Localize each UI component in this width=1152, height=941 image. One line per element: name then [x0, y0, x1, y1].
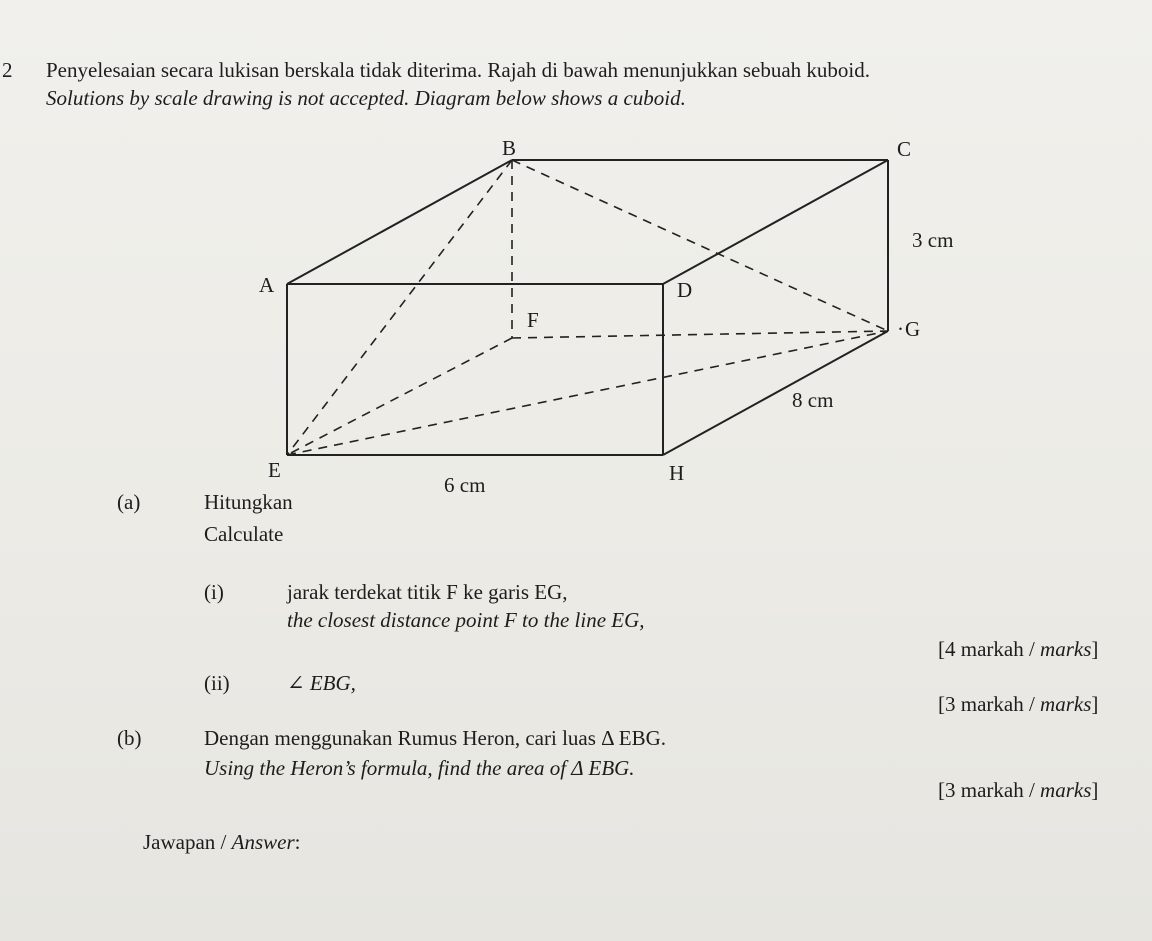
marks-close: ]: [1091, 778, 1099, 802]
part-a-i-text-en: the closest distance point F to the line EG,: [287, 608, 645, 632]
marks-ms: [4 markah /: [938, 637, 1041, 661]
marks-en: marks: [1040, 692, 1092, 716]
answer-colon: :: [294, 830, 301, 854]
part-a-ii-label: (ii): [204, 671, 230, 695]
part-a-label: (a): [117, 490, 141, 514]
part-b-text-ms: Dengan menggunakan Rumus Heron, cari luas Δ EBG.: [204, 726, 666, 750]
dimension-width: 6 cm: [444, 473, 486, 497]
line-BE: [287, 160, 512, 455]
question-intro-ms: Penyelesaian secara lukisan berskala tidak diterima. Rajah di bawah menunjukkan sebuah kuboid.: [46, 58, 870, 82]
part-a-instruction-ms: Hitungkan: [204, 490, 293, 514]
marks-en: marks: [1040, 637, 1092, 661]
edge-FG: [512, 331, 888, 338]
answer-label-en: Answer: [231, 830, 295, 854]
edge-DC: [663, 160, 888, 284]
part-b-label: (b): [117, 726, 142, 750]
marks-ms: [3 markah /: [938, 692, 1041, 716]
vertex-label-G: G: [905, 317, 921, 341]
line-BG: [512, 160, 888, 331]
part-b-text-en: Using the Heron’s formula, find the area of Δ EBG.: [204, 756, 635, 780]
vertex-label-C: C: [897, 137, 912, 161]
vertex-label-B: B: [502, 136, 517, 160]
marks-ms: [3 markah /: [938, 778, 1041, 802]
vertex-label-D: D: [677, 278, 693, 302]
part-a-i-text-ms: jarak terdekat titik F ke garis EG,: [287, 580, 568, 604]
question-intro-en: Solutions by scale drawing is not accepted. Diagram below shows a cuboid.: [46, 86, 686, 110]
vertex-label-H: H: [669, 461, 685, 485]
dimension-height: 3 cm: [912, 228, 954, 252]
part-b-marks: [938, 780, 1098, 801]
marks-en: marks: [1040, 778, 1092, 802]
part-a-ii-marks: [938, 694, 1098, 715]
part-a-i-label: (i): [204, 580, 224, 604]
edge-HG: [663, 331, 888, 455]
edge-FE: [287, 338, 512, 455]
part-a-instruction-en: Calculate: [204, 522, 284, 546]
dimension-length: 8 cm: [792, 388, 834, 412]
marks-close: ]: [1091, 692, 1099, 716]
marks-close: ]: [1091, 637, 1099, 661]
part-a-ii-text: ∠ EBG,: [287, 671, 356, 695]
point-marker: ·: [897, 317, 904, 341]
vertex-label-A: A: [259, 273, 275, 297]
edge-AB: [287, 160, 512, 284]
part-a-i-marks: [938, 639, 1098, 660]
question-number: 2: [2, 58, 13, 82]
vertex-label-E: E: [268, 458, 281, 482]
answer-label: [143, 832, 300, 853]
vertex-label-F: F: [527, 308, 539, 332]
answer-label-ms: Jawapan /: [143, 830, 232, 854]
